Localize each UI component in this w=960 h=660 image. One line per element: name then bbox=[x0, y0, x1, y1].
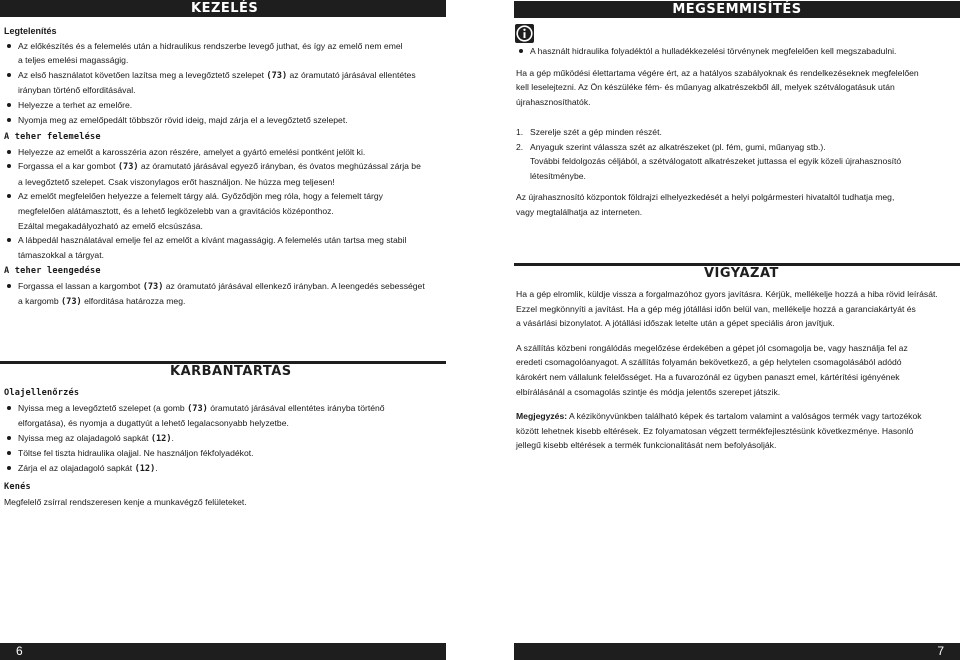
list-item bbox=[4, 39, 450, 68]
megsemmisites-section bbox=[516, 44, 956, 109]
leengedes-list bbox=[4, 279, 450, 310]
paragraph-line: Az újrahasznosító központok földrajzi elhelyezkedését a helyi polgármesteri hivataltól tudhatja meg, bbox=[516, 192, 895, 203]
part-number: (73) bbox=[266, 70, 288, 81]
paragraph-line: Ha a gép elromlik, küldje vissza a forgalmazóhoz gyors javításra. Kérjük, mellékelje hozzá a hiba rövid leírását. bbox=[516, 289, 938, 299]
list-item-text: az óramutató járásával egyező irányban, és óvatos meghúzással zárja be bbox=[138, 161, 421, 172]
list-item-text: Nyissa meg a levegőztető szelepet (a gomb bbox=[18, 402, 188, 413]
list-item-text: Az előkészítés és a felemelés után a hidraulikus rendszerbe levegő juthat, és így az emelő nem emel bbox=[18, 40, 403, 51]
paragraph-line: kell leselejtezni. Az Ön készüléke fém- és műanyag alkatrészekből áll, melyek szétválogatásuk után bbox=[516, 82, 895, 93]
list-item-text: A használt hidraulika folyadéktól a hulladékkezelési törvénynek megfelelően kell megszabadulni. bbox=[530, 46, 897, 56]
paragraph-line: A kézikönyvünkben található képek és tartalom valamint a valóságos termék vagy tartozékok bbox=[567, 411, 922, 422]
list-item-text: Helyezze az emelőt a karosszéria azon részére, amelyet a gyártó emelési pontként jelölt ki. bbox=[18, 146, 366, 157]
list-item bbox=[516, 44, 956, 59]
list-item-text: Zárja el az olajadagoló sapkát bbox=[18, 462, 135, 473]
list-item-text: óramutató járásával ellentétes irányba történő bbox=[207, 402, 385, 413]
list-item-text: Helyezze a terhet az emelőre. bbox=[18, 99, 133, 110]
list-item bbox=[4, 431, 450, 447]
list-item bbox=[4, 279, 450, 310]
page-number: 7 bbox=[937, 644, 944, 658]
kenes-heading: Kenés bbox=[4, 482, 31, 492]
karbantartas-title: KARBANTARTÁS bbox=[170, 364, 292, 379]
list-item-text: a teljes emelési magasságig. bbox=[18, 55, 129, 66]
note-paragraph bbox=[516, 409, 958, 453]
paragraph-line: Ha a gép működési élettartama végére ért, az a hatályos szabályoknak és rendelkezéseknek megfelelően bbox=[516, 67, 919, 78]
megsemmisites-title: MEGSEMMISÍTÉS bbox=[672, 2, 802, 17]
list-item bbox=[4, 233, 450, 262]
list-item-text: irányban történő elforditásával. bbox=[18, 85, 136, 96]
kenes-text: Megfelelő zsírral rendszeresen kenje a munkavégző felületeket. bbox=[4, 496, 247, 507]
megsemmisites-banner bbox=[514, 1, 960, 18]
part-number: (12) bbox=[150, 433, 172, 444]
list-item-text: Anyaguk szerint válassza szét az alkatrészeket (pl. fém, gumi, műanyag stb.). bbox=[530, 141, 826, 152]
info-icon-glyph bbox=[515, 24, 534, 43]
list-item bbox=[4, 98, 450, 113]
list-item-text: elforditása határozza meg. bbox=[81, 296, 186, 307]
list-item-text: . bbox=[155, 462, 158, 473]
part-number: (73) bbox=[187, 403, 208, 414]
page-number-right bbox=[514, 643, 960, 660]
list-item bbox=[516, 140, 956, 184]
paragraph-line: a vásárlási bizonylatot. A jótállási időszak letelte után a gépet speciális áron javítjuk. bbox=[516, 318, 835, 329]
page-number-left bbox=[0, 643, 446, 660]
list-item-text: Az első használatot követően lazítsa meg a levegőztető szelepet bbox=[18, 69, 267, 80]
list-item bbox=[4, 145, 450, 160]
olajellenorzes-heading: Olajellenőrzés bbox=[4, 388, 80, 398]
list-item-text: Az emelőt megfelelően helyezze a felemelt tárgy alá. Győződjön meg róla, hogy a felemelt tárgy bbox=[18, 191, 383, 202]
list-item bbox=[4, 401, 450, 431]
step-number: 2. bbox=[516, 141, 524, 152]
paragraph-line: károkért nem vállalunk felelősséget. Ha a fuvarozónál ez ügyben panaszt emel, kártérítési igényének bbox=[516, 371, 900, 382]
paragraph-line: újrahasznosíthatók. bbox=[516, 96, 591, 107]
leengedes-section bbox=[4, 264, 450, 310]
list-item-text: Nyissa meg az olajadagoló sapkát bbox=[18, 432, 151, 443]
step-number: 1. bbox=[516, 127, 524, 137]
list-item-text: megfelelően alátámasztott, és a lehető legközelebb van a gravitációs középonthoz. bbox=[18, 205, 334, 216]
leengedes-heading: A teher leengedése bbox=[4, 266, 101, 276]
list-item-text: az óramutató járásával ellenkező irányban. A leengedés sebességet bbox=[163, 280, 425, 291]
page-number: 6 bbox=[16, 644, 23, 658]
part-number: (12) bbox=[134, 463, 156, 474]
legtelenites-section bbox=[4, 24, 450, 127]
list-item bbox=[4, 159, 450, 189]
legtelenites-heading: Legtelenítés bbox=[4, 26, 57, 36]
list-item-text: létesítménybe. bbox=[530, 170, 586, 181]
vigyazat-section bbox=[516, 287, 958, 453]
list-item-text: Ezáltal megakadályozható az emelő elcsúszása. bbox=[18, 220, 203, 231]
list-item-text: Töltse fel tiszta hidraulika olajjal. Ne használjon fékfolyadékot. bbox=[18, 448, 254, 459]
olajellenorzes-list bbox=[4, 401, 450, 477]
part-number: (73) bbox=[61, 297, 82, 308]
vigyazat-paragraph bbox=[516, 287, 958, 331]
list-item-text: Nyomja meg az emelőpedált többször rövid ideig, majd zárja el a levegőztető szelepet. bbox=[18, 114, 348, 125]
list-item bbox=[4, 189, 450, 233]
megsemmisites-list bbox=[516, 44, 956, 59]
part-number: (73) bbox=[117, 162, 139, 173]
list-item-text: Forgassa el a kar gombot bbox=[18, 161, 118, 172]
list-item-text: a kargomb bbox=[18, 296, 61, 307]
list-item-text: . bbox=[171, 432, 174, 443]
part-number: (73) bbox=[142, 281, 164, 292]
paragraph-line: A szállítás közbeni rongálódás megelőzése érdekében a gépet jól csomagolja be, vagy használja fel az bbox=[516, 342, 908, 353]
list-item bbox=[4, 113, 450, 128]
info-icon bbox=[515, 24, 534, 43]
list-item-text: További feldolgozás céljából, a szétválogatott alkatrészeket juttassa el egyik közeli újrahasznosító bbox=[530, 156, 902, 167]
kenes-section bbox=[4, 480, 450, 509]
list-item-text: az óramutató járásával ellentétes bbox=[287, 69, 416, 80]
note-label: Megjegyzés: bbox=[516, 411, 568, 422]
felemeles-heading: A teher felemelése bbox=[4, 132, 101, 142]
felemeles-section bbox=[4, 130, 450, 262]
olajellenorzes-section bbox=[4, 386, 450, 477]
list-item-text: támaszokkal a tárgyat. bbox=[18, 249, 104, 260]
paragraph-line: között lehetnek kisebb eltérések. Ez folyamatosan végzett termékfejlesztésünk következménye. Hasonló bbox=[516, 425, 914, 436]
legtelenites-list bbox=[4, 39, 450, 128]
steps-list bbox=[516, 125, 956, 183]
list-item bbox=[4, 446, 450, 461]
list-item-text: A lábpedál használatával emelje fel az emelőt a kívánt magasságig. A felemelés után tartsa meg stabil bbox=[18, 235, 407, 246]
vigyazat-title: VIGYÁZAT bbox=[704, 266, 779, 281]
list-item-text: Szerelje szét a gép minden részét. bbox=[530, 127, 662, 137]
paragraph-line: Ezzel megkönnyíti a javítást. Ha a gép még jótállási időn belül van, mellékelje hozzá a garanciakártyát és bbox=[516, 303, 916, 314]
list-item-text: Forgassa el lassan a kargombot bbox=[18, 280, 143, 291]
paragraph-line: elbírálásánál a csomagolás szintje és módja jelentős szerepet játszik. bbox=[516, 386, 781, 397]
kezeles-banner bbox=[0, 0, 446, 17]
list-item bbox=[4, 461, 450, 477]
list-item bbox=[516, 125, 956, 140]
paragraph-line: jellegű kisebb eltérések a termék funkcionalitását nem befolyásolják. bbox=[516, 440, 777, 451]
list-item-text: a levegőztető szelepet. Csak viszonylagos erőt használjon. Ne húzza meg teljesen! bbox=[18, 176, 335, 187]
recycling-paragraph bbox=[516, 190, 956, 219]
steps-section bbox=[516, 125, 956, 220]
paragraph-line: eredeti csomagolóanyagot. A szállítás folyamán bekövetkező, a gép helytelen csomagolásából adódó bbox=[516, 357, 902, 368]
felemeles-list bbox=[4, 145, 450, 263]
list-item bbox=[4, 68, 450, 98]
shipping-paragraph bbox=[516, 341, 958, 399]
megsemmisites-paragraph bbox=[516, 66, 956, 110]
kezeles-title: KEZELÉS bbox=[191, 1, 259, 16]
list-item-text: elforgatása), és nyomja a dugattyút a lehető legalacsonyabb helyzetbe. bbox=[18, 418, 289, 429]
paragraph-line: vagy megtalálhatja az interneten. bbox=[516, 206, 643, 217]
